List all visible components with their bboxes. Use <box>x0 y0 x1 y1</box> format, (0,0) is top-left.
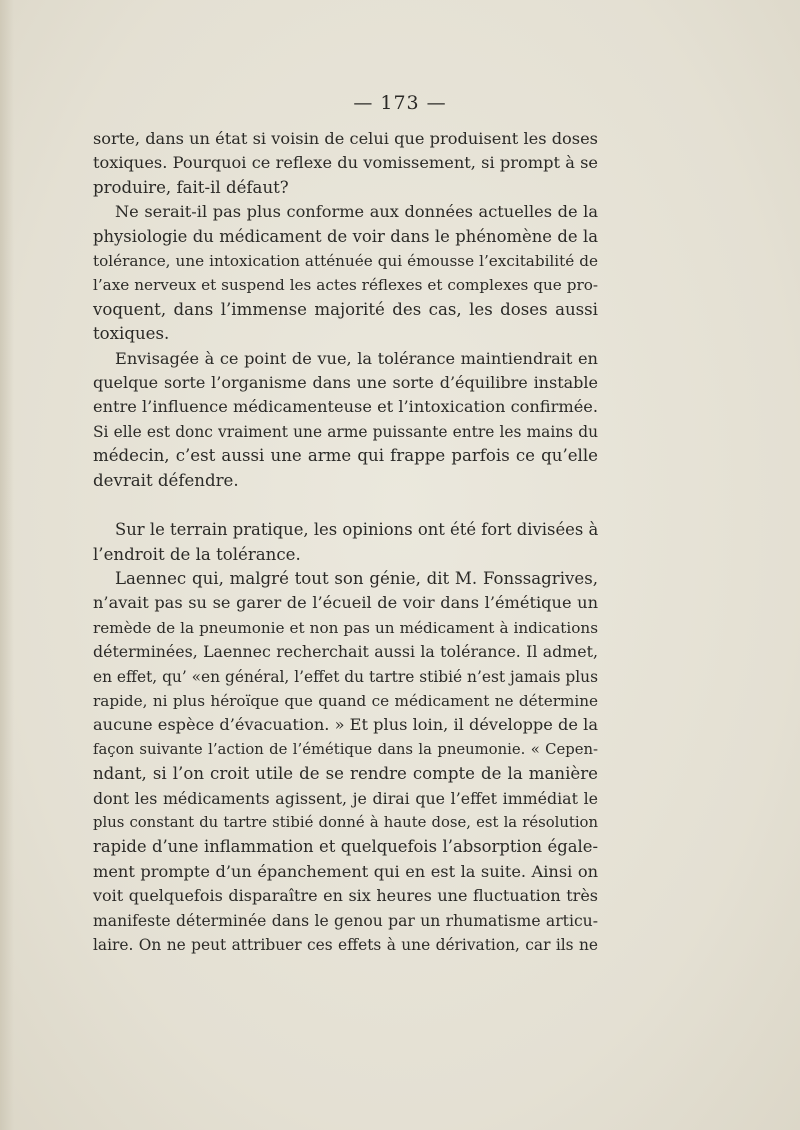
text-line: Sur le terrain pratique, les opinions ont été fort divisées à <box>115 520 599 540</box>
text-line: Laennec qui, malgré tout son génie, dit M. Fonssagrives, <box>115 568 598 588</box>
text-line: physiologie du médicament de voir dans le phénomène de la <box>93 226 598 246</box>
text-line: voquent, dans l’immense majorité des cas, les doses aussi <box>93 299 598 319</box>
body-text <box>93 127 598 957</box>
text-line: aucune espèce d’évacuation. » Et plus loin, il développe de la <box>93 715 598 735</box>
paragraph-3 <box>93 347 598 493</box>
text-line: l’axe nerveux et suspend les actes réflexes et complexes que pro- <box>93 276 598 295</box>
paragraph-2 <box>93 200 598 346</box>
text-line: façon suivante l’action de l’émétique dans la pneumonie. « Cepen- <box>93 740 598 758</box>
text-line: dont les médicaments agissent, je dirai que l’effet immédiat le <box>93 788 598 808</box>
text-line: médecin, c’est aussi une arme qui frappe parfois ce qu’elle <box>93 446 598 466</box>
text-line: Si elle est donc vraiment une arme puissante entre les mains du <box>93 422 598 441</box>
paragraph-gap <box>93 493 598 518</box>
text-line: toxiques. Pourquoi ce reflexe du vomissement, si prompt à se <box>93 153 598 173</box>
text-line: devrait défendre. <box>93 470 239 490</box>
text-line: Envisagée à ce point de vue, la tolérance maintiendrait en <box>115 348 598 368</box>
text-line: n’avait pas su se garer de l’écueil de voir dans l’émétique un <box>93 593 598 613</box>
text-line: manifeste déterminée dans le genou par un rhumatisme articu- <box>93 911 598 930</box>
text-line: sorte, dans un état si voisin de celui que produisent les doses <box>93 129 598 148</box>
text-line: plus constant du tartre stibié donné à haute dose, est la résolution <box>93 813 598 831</box>
text-line: produire, fait-il défaut? <box>93 177 289 197</box>
text-line: Ne serait-il pas plus conforme aux données actuelles de la <box>115 202 598 222</box>
text-line: laire. On ne peut attribuer ces effets à une dérivation, car ils ne <box>93 936 598 954</box>
paragraph-4 <box>93 518 598 567</box>
text-line: ndant, si l’on croit utile de se rendre compte de la manière <box>93 764 598 784</box>
text-line: rapide d’une inflammation et quelquefois l’absorption égale- <box>93 837 598 857</box>
text-line: déterminées, Laennec recherchait aussi la tolérance. Il admet, <box>93 642 598 662</box>
page-number: — 173 — <box>353 92 447 114</box>
text-line: rapide, ni plus héroïque que quand ce médicament ne détermine <box>93 691 598 710</box>
text-line: tolérance, une intoxication atténuée qui émousse l’excitabilité de <box>93 252 598 271</box>
text-line: toxiques. <box>93 324 170 344</box>
text-line: l’endroit de la tolérance. <box>93 544 301 564</box>
text-line: en effet, qu’ «en général, l’effet du tartre stibié n’est jamais plus <box>93 667 598 686</box>
paragraph-5 <box>93 567 598 958</box>
page-edge-shadow <box>0 0 14 1130</box>
text-line: remède de la pneumonie et non pas un médicament à indications <box>93 618 598 637</box>
text-line: quelque sorte l’organisme dans une sorte d’équilibre instable <box>93 373 598 393</box>
text-line: entre l’influence médicamenteuse et l’intoxication confirmée. <box>93 397 598 417</box>
paragraph-1 <box>93 127 598 200</box>
text-line: ment prompte d’un épanchement qui en est la suite. Ainsi on <box>93 861 598 881</box>
text-line: voit quelquefois disparaître en six heures une fluctuation très <box>93 886 598 906</box>
